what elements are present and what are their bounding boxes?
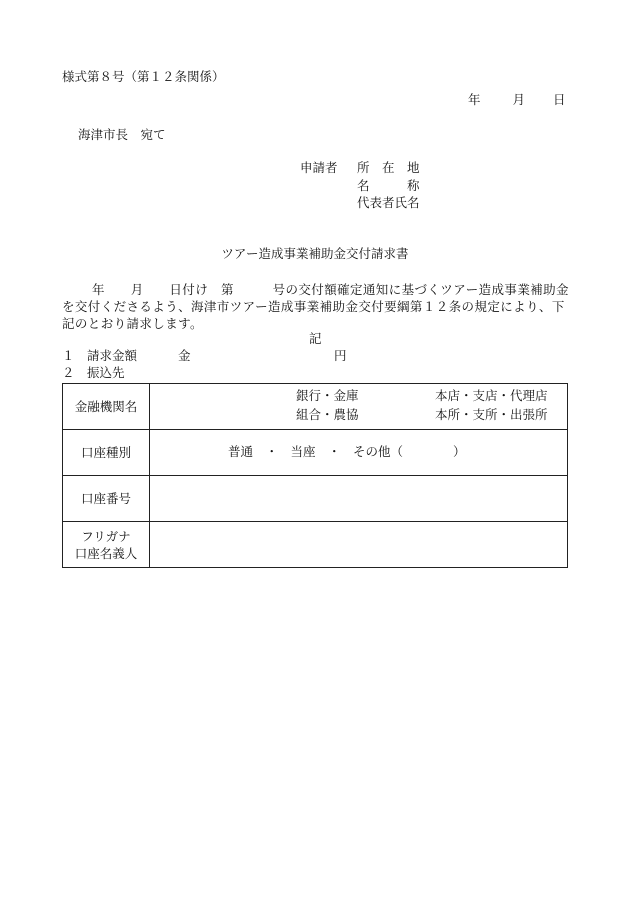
applicant-representative-label: 代表者氏名: [357, 195, 420, 210]
account-type-cell[interactable]: [150, 430, 568, 476]
branch-type-line1: 本店・支店・代理店: [435, 388, 548, 403]
date-month-label: 月: [512, 92, 526, 107]
institution-cell[interactable]: [150, 384, 568, 430]
addressee: 海津市長 宛て: [78, 127, 166, 142]
account-holder-header: [63, 522, 150, 568]
date-day-label: 日: [553, 92, 566, 107]
institution-header: 金融機関名: [63, 384, 150, 430]
account-number-cell[interactable]: [150, 476, 568, 522]
account-holder-row: [63, 522, 568, 568]
furigana-label: フリガナ: [81, 528, 131, 544]
bank-account-table: [62, 383, 568, 568]
bank-type-line2: 組合・農協: [296, 407, 359, 422]
ki-heading: 記: [309, 331, 322, 346]
document-title: ツアー造成事業補助金交付請求書: [221, 246, 409, 261]
account-type-options: 普通 ・ 当座 ・ その他（ ）: [228, 444, 466, 459]
account-number-row: [63, 476, 568, 522]
account-holder-label: 口座名義人: [74, 545, 138, 561]
applicant-name-label: 名 称: [357, 178, 420, 193]
branch-type-line2: 本所・支所・出張所: [435, 407, 548, 422]
applicant-address-label: 所 在 地: [357, 160, 420, 175]
request-amount-en: 円: [334, 348, 347, 363]
institution-row: [63, 384, 568, 430]
account-type-header: 口座種別: [63, 430, 150, 476]
account-number-header: 口座番号: [63, 476, 150, 522]
form-number: 様式第８号（第１２条関係）: [62, 69, 225, 84]
request-amount-label: １ 請求金額: [62, 348, 138, 363]
date-year-label: 年: [468, 92, 481, 107]
date-line: [468, 94, 566, 107]
account-type-row: [63, 430, 568, 476]
bank-type-line1: 銀行・金庫: [296, 388, 359, 403]
request-amount-kin: 金: [178, 348, 191, 363]
account-holder-cell[interactable]: [150, 522, 568, 568]
request-body-text: 年 月 日付け 第 号の交付額確定通知に基づくツアー造成事業補助金を交付くださるよう、海津市ツアー造成事業補助金交付要綱第１２条の規定により、下記のとおり請求します。: [62, 282, 569, 331]
applicant-label: 申請者: [300, 160, 338, 175]
transfer-destination-label: ２ 振込先: [62, 365, 125, 380]
